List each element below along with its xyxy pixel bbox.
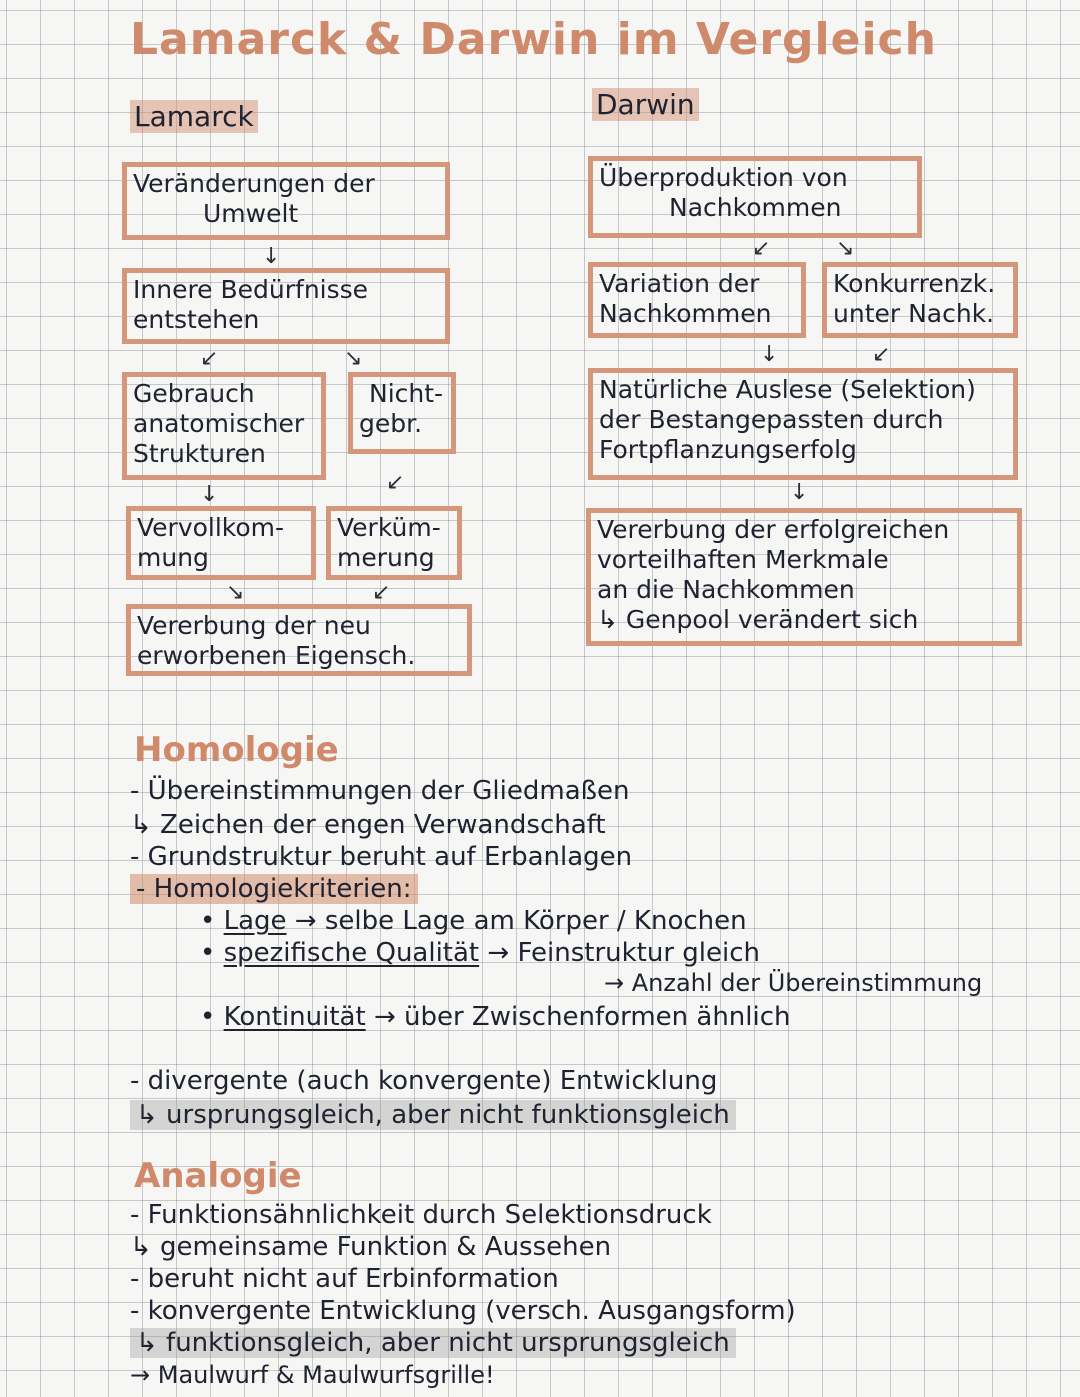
arrow-icon: ↙: [872, 342, 891, 367]
criterion-specific-quality: • spezifische Qualität → Feinstruktur gleich: [200, 938, 761, 968]
arrow-icon: ↘: [836, 236, 855, 261]
homologie-line: - Grundstruktur beruht auf Erbanlagen: [130, 842, 633, 872]
homologie-line: - Übereinstimmungen der Gliedmaßen: [130, 776, 630, 806]
divergent-result: ↳ ursprungsgleich, aber nicht funktionsgleich: [130, 1100, 736, 1130]
darwin-box-overproduction: Überproduktion von Nachkommen: [588, 156, 922, 238]
darwin-box-inheritance: Vererbung der erfolgreichen vorteilhaften Merkmale an die Nachkommen ↳ Genpool verändert sich: [586, 508, 1022, 646]
analogie-line: - beruht nicht auf Erbinformation: [130, 1264, 559, 1294]
criterion-specific-quality-count: → Anzahl der Übereinstimmung: [604, 969, 983, 997]
criterion-continuity: • Kontinuität → über Zwischenformen ähnlich: [200, 1002, 791, 1032]
page-title: Lamarck & Darwin im Vergleich: [130, 14, 937, 65]
darwin-box-variation: Variation der Nachkommen: [588, 262, 806, 338]
divergent-line: - divergente (auch konvergente) Entwicklung: [130, 1066, 718, 1096]
criterion-position: • Lage → selbe Lage am Körper / Knochen: [200, 906, 747, 936]
homologie-criteria-heading: - Homologiekriterien:: [130, 874, 418, 904]
lamarck-box-inner-needs: Innere Bedürfnisse entstehen: [122, 268, 450, 344]
arrow-icon: ↘: [226, 580, 245, 605]
lamarck-box-perfection: Vervollkom- mung: [126, 506, 316, 580]
lamarck-heading: Lamarck: [130, 100, 258, 133]
arrow-icon: ↓: [790, 480, 809, 505]
lamarck-box-environment-change: Veränderungen der Umwelt: [122, 162, 450, 240]
analogie-line: - Funktionsähnlichkeit durch Selektionsdruck: [130, 1200, 712, 1230]
darwin-box-competition: Konkurrenzk. unter Nachk.: [822, 262, 1018, 338]
lamarck-box-atrophy: Verküm- merung: [326, 506, 462, 580]
arrow-icon: ↘: [344, 346, 363, 371]
homologie-line: ↳ Zeichen der engen Verwandschaft: [130, 810, 606, 840]
arrow-icon: ↓: [760, 342, 779, 367]
analogie-line: ↳ gemeinsame Funktion & Aussehen: [130, 1232, 612, 1262]
analogie-example: → Maulwurf & Maulwurfsgrille!: [130, 1361, 495, 1389]
arrow-icon: ↙: [386, 470, 405, 495]
lamarck-box-inheritance: Vererbung der neu erworbenen Eigensch.: [126, 604, 472, 676]
lamarck-box-non-use: Nicht- gebr.: [348, 372, 456, 454]
arrow-icon: ↙: [752, 236, 771, 261]
darwin-box-natural-selection: Natürliche Auslese (Selektion) der Bestangepassten durch Fortpflanzungserfolg: [588, 368, 1018, 480]
analogie-title: Analogie: [134, 1156, 302, 1196]
arrow-icon: ↙: [372, 580, 391, 605]
arrow-icon: ↙: [200, 346, 219, 371]
arrow-icon: ↓: [262, 244, 281, 269]
analogie-line: - konvergente Entwicklung (versch. Ausgangsform): [130, 1296, 796, 1326]
lamarck-box-use: Gebrauch anatomischer Strukturen: [122, 372, 326, 480]
arrow-icon: ↓: [200, 482, 219, 507]
analogie-result: ↳ funktionsgleich, aber nicht ursprungsgleich: [130, 1328, 736, 1358]
darwin-heading: Darwin: [592, 88, 699, 121]
homologie-title: Homologie: [134, 730, 339, 770]
